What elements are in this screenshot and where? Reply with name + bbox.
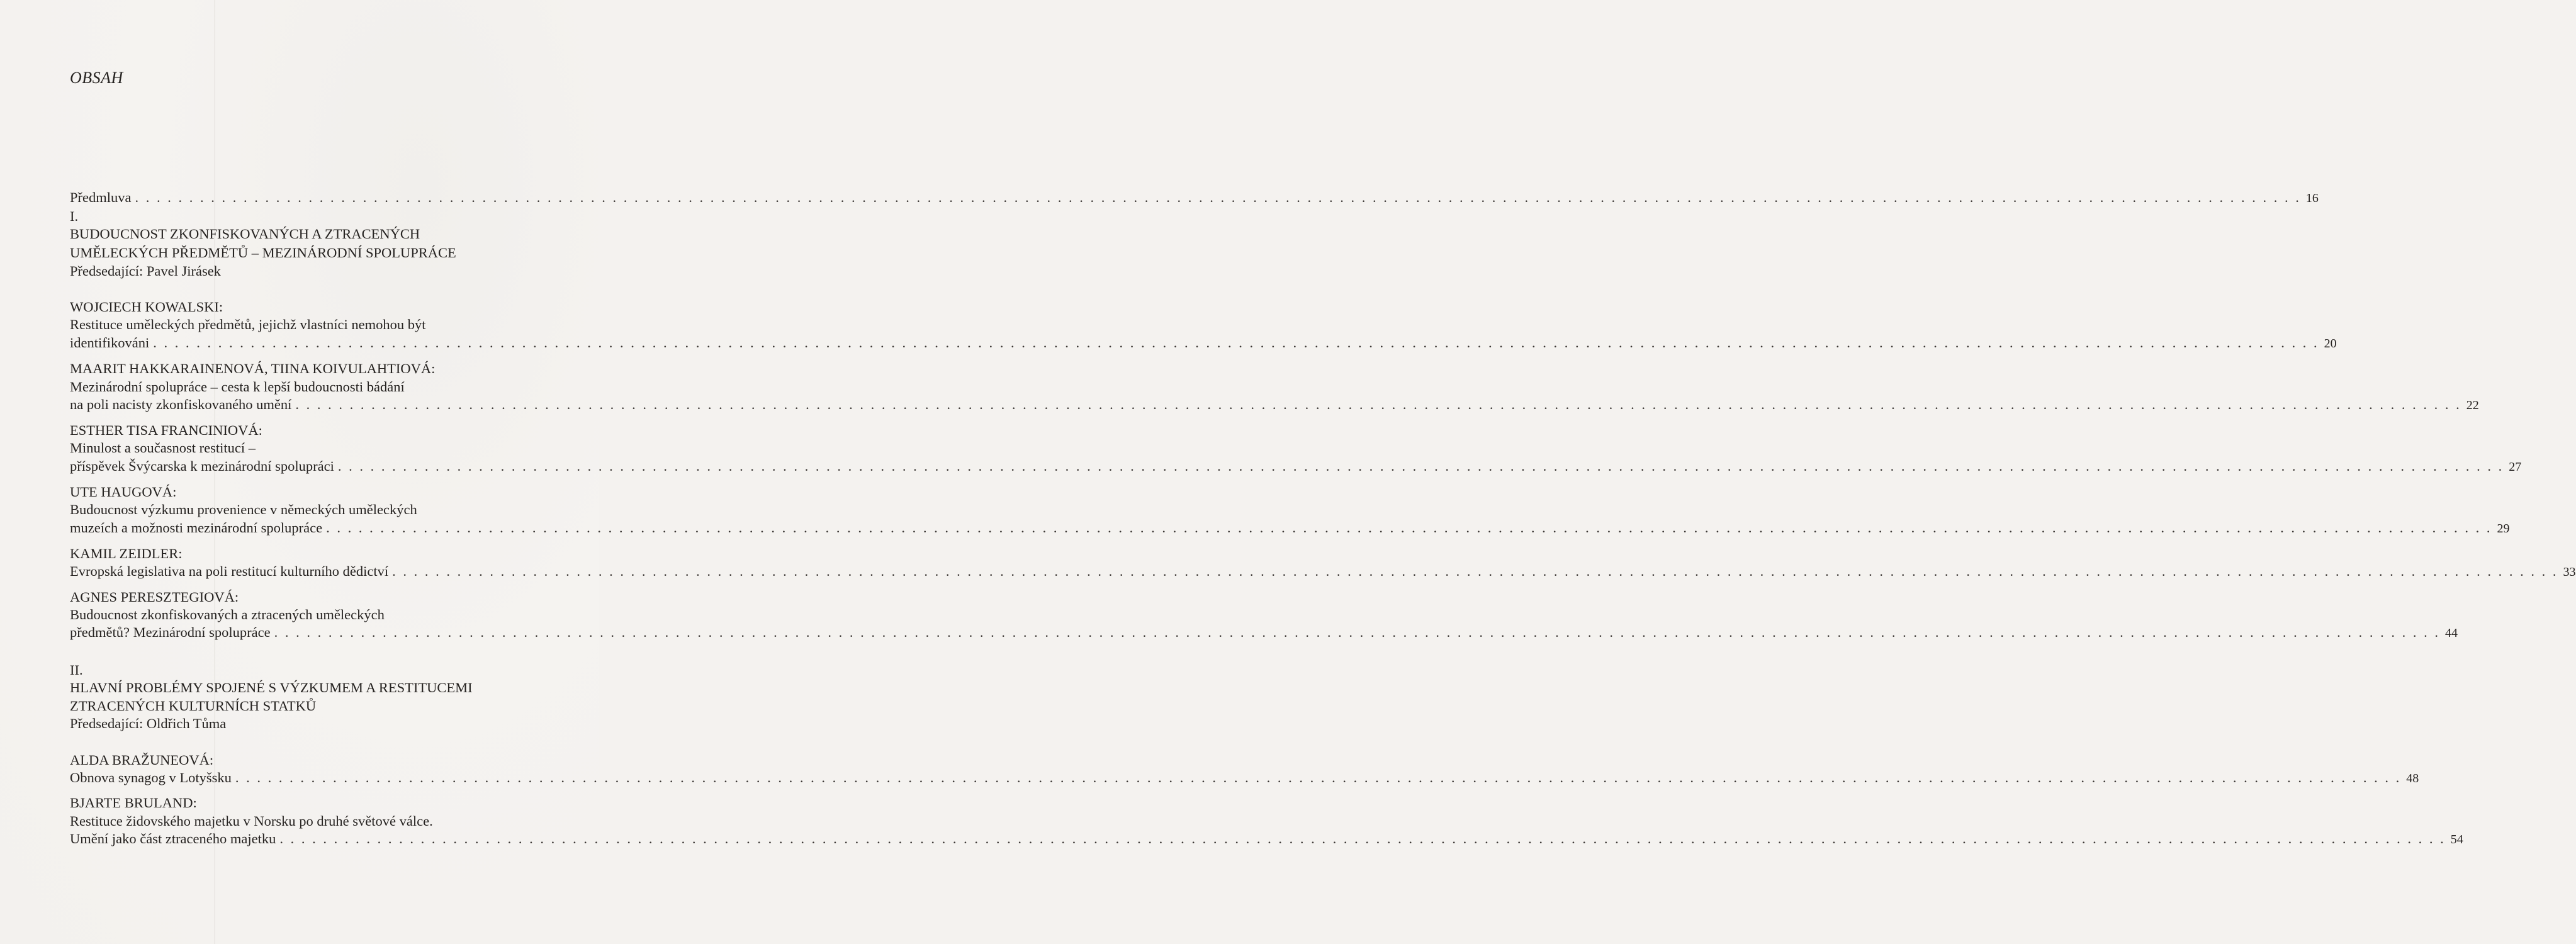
toc-entry [70, 519, 2510, 537]
toc-line [70, 262, 554, 280]
toc-line-text: předmětů? Mezinárodní spolupráce [70, 624, 271, 640]
toc-line-text: Minulost a současnost restitucí – [70, 440, 256, 456]
toc-line-text: na poli nacisty zkonfiskovaného umění [70, 396, 292, 412]
toc-line-text: příspěvek Švýcarska k mezinárodní spolupráci [70, 458, 334, 474]
toc-line [70, 225, 554, 243]
page-number: 54 [2450, 833, 2463, 846]
toc-line-text: UMĚLECKÝCH PŘEDMĚTŮ – MEZINÁRODNÍ SPOLUPRÁCE [70, 245, 456, 261]
toc-line-text: II. [70, 662, 83, 678]
toc-line-text: Předsedající: Pavel Jirásek [70, 263, 221, 279]
page-number: 33 [2563, 565, 2576, 579]
toc-line-text: Obnova synagog v Lotyšsku [70, 770, 232, 785]
toc-line-text: MAARIT HAKKARAINENOVÁ, TIINA KOIVULAHTIOVÁ: [70, 361, 436, 376]
toc-line-text: KAMIL ZEIDLER: [70, 546, 183, 561]
toc-line-text: Restituce uměleckých předmětů, jejichž vlastníci nemohou být [70, 317, 426, 332]
toc-line-text: Evropská legislativa na poli restitucí kulturního dědictví [70, 563, 389, 579]
dot-leader: . . . . . . . . . . . . . . . . . . . . . . . . . . . . . . . . . . . . . . . . . . . . . . . . . . . . . . . . . . . . . . . . . . . . . . . . . . . . . . . . . . . . . . . . . . . . . . . . . . . . . . . . . . . . . . . . . . . . . . . . . . . . . . . . . . . . . . . . . . . . . . . . . . . . . . . . . . . . . . . . . . . . . . . . . . . . . . . . . . . . . . . . . . . . . . . . . . . . . . . . [326, 520, 2492, 536]
toc-line [70, 794, 554, 812]
toc-line [70, 298, 554, 316]
toc-line-text: Předsedající: Oldřich Tůma [70, 716, 227, 731]
page-number: 29 [2497, 522, 2510, 536]
toc-line [70, 679, 554, 697]
page-number: 27 [2509, 460, 2522, 474]
dot-leader: . . . . . . . . . . . . . . . . . . . . . . . . . . . . . . . . . . . . . . . . . . . . . . . . . . . . . . . . . . . . . . . . . . . . . . . . . . . . . . . . . . . . . . . . . . . . . . . . . . . . . . . . . . . . . . . . . . . . . . . . . . . . . . . . . . . . . . . . . . . . . . . . . . . . . . . . . . . . . . . . . . . . . . . . . . . . . . . . . . . . . . . . . . . . . . . . . . . . . . . . [153, 335, 2319, 351]
toc-line-text: Mezinárodní spolupráce – cesta k lepší budoucnosti bádání [70, 379, 405, 395]
toc-line-text: WOJCIECH KOWALSKI: [70, 299, 223, 315]
toc-line [70, 812, 554, 830]
page-number: 44 [2445, 626, 2458, 640]
dot-leader: . . . . . . . . . . . . . . . . . . . . . . . . . . . . . . . . . . . . . . . . . . . . . . . . . . . . . . . . . . . . . . . . . . . . . . . . . . . . . . . . . . . . . . . . . . . . . . . . . . . . . . . . . . . . . . . . . . . . . . . . . . . . . . . . . . . . . . . . . . . . . . . . . . . . . . . . . . . . . . . . . . . . . . . . . . . . . . . . . . . . . . . . . . . . . . . . . . . . . . . . [295, 396, 2461, 412]
toc-line-text: Umění jako část ztraceného majetku [70, 831, 276, 846]
toc-line [70, 439, 554, 457]
dot-leader: . . . . . . . . . . . . . . . . . . . . . . . . . . . . . . . . . . . . . . . . . . . . . . . . . . . . . . . . . . . . . . . . . . . . . . . . . . . . . . . . . . . . . . . . . . . . . . . . . . . . . . . . . . . . . . . . . . . . . . . . . . . . . . . . . . . . . . . . . . . . . . . . . . . . . . . . . . . . . . . . . . . . . . . . . . . . . . . . . . . . . . . . . . . . . . . . . . . . . . . . [337, 458, 2504, 474]
toc-entry [70, 458, 2522, 476]
toc-line [70, 661, 554, 679]
dot-leader: . . . . . . . . . . . . . . . . . . . . . . . . . . . . . . . . . . . . . . . . . . . . . . . . . . . . . . . . . . . . . . . . . . . . . . . . . . . . . . . . . . . . . . . . . . . . . . . . . . . . . . . . . . . . . . . . . . . . . . . . . . . . . . . . . . . . . . . . . . . . . . . . . . . . . . . . . . . . . . . . . . . . . . . . . . . . . . . . . . . . . . . . . . . . . . . . . . . . . . . . [274, 624, 2441, 640]
toc-line-text: I. [70, 208, 79, 224]
dot-leader: . . . . . . . . . . . . . . . . . . . . . . . . . . . . . . . . . . . . . . . . . . . . . . . . . . . . . . . . . . . . . . . . . . . . . . . . . . . . . . . . . . . . . . . . . . . . . . . . . . . . . . . . . . . . . . . . . . . . . . . . . . . . . . . . . . . . . . . . . . . . . . . . . . . . . . . . . . . . . . . . . . . . . . . . . . . . . . . . . . . . . . . . . . . . . . . . . . . . . . . . [235, 770, 2402, 785]
toc-line [70, 697, 554, 715]
toc-entry [70, 396, 2479, 414]
dot-leader: . . . . . . . . . . . . . . . . . . . . . . . . . . . . . . . . . . . . . . . . . . . . . . . . . . . . . . . . . . . . . . . . . . . . . . . . . . . . . . . . . . . . . . . . . . . . . . . . . . . . . . . . . . . . . . . . . . . . . . . . . . . . . . . . . . . . . . . . . . . . . . . . . . . . . . . . . . . . . . . . . . . . . . . . . . . . . . . . . . . . . . . . . . . . . . . . . . . . . . . . [392, 563, 2558, 579]
toc-line [70, 751, 554, 769]
page-number: 16 [2305, 191, 2319, 205]
toc-line [70, 606, 554, 624]
toc-line-text: HLAVNÍ PROBLÉMY SPOJENÉ S VÝZKUMEM A RESTITUCEMI [70, 680, 473, 695]
toc-line [70, 501, 554, 519]
toc-line [70, 316, 554, 334]
toc-line-text: BUDOUCNOST ZKONFISKOVANÝCH A ZTRACENÝCH [70, 226, 420, 242]
toc-line [70, 422, 554, 439]
toc-entry [70, 830, 2463, 848]
dot-leader: . . . . . . . . . . . . . . . . . . . . . . . . . . . . . . . . . . . . . . . . . . . . . . . . . . . . . . . . . . . . . . . . . . . . . . . . . . . . . . . . . . . . . . . . . . . . . . . . . . . . . . . . . . . . . . . . . . . . . . . . . . . . . . . . . . . . . . . . . . . . . . . . . . . . . . . . . . . . . . . . . . . . . . . . . . . . . . . . . . . . . . . . . . . . . . . . . . . . . . . . [135, 189, 2301, 205]
toc-line-text: Restituce židovského majetku v Norsku po druhé světové válce. [70, 813, 433, 829]
toc-line-text: ALDA BRAŽUNEOVÁ: [70, 752, 214, 768]
page-title: OBSAH [70, 69, 123, 87]
toc-entry [70, 769, 2419, 787]
toc-line-text: ZTRACENÝCH KULTURNÍCH STATKŮ [70, 698, 317, 714]
toc-line [70, 378, 554, 396]
toc-line [70, 360, 554, 378]
toc-line [70, 715, 554, 733]
toc-line [70, 483, 554, 501]
toc-line-text: ESTHER TISA FRANCINIOVÁ: [70, 422, 262, 438]
toc-entry [70, 189, 2319, 207]
toc-entry [70, 624, 2458, 642]
dot-leader: . . . . . . . . . . . . . . . . . . . . . . . . . . . . . . . . . . . . . . . . . . . . . . . . . . . . . . . . . . . . . . . . . . . . . . . . . . . . . . . . . . . . . . . . . . . . . . . . . . . . . . . . . . . . . . . . . . . . . . . . . . . . . . . . . . . . . . . . . . . . . . . . . . . . . . . . . . . . . . . . . . . . . . . . . . . . . . . . . . . . . . . . . . . . . . . . . . . . . . . . [279, 831, 2446, 846]
toc-entry [70, 563, 2576, 581]
toc-line [70, 244, 554, 262]
toc-line-text: Budoucnost výzkumu provenience v německých uměleckých [70, 502, 417, 517]
toc-line-text: Budoucnost zkonfiskovaných a ztracených uměleckých [70, 607, 385, 622]
toc-line [70, 545, 554, 563]
toc-line-text: Předmluva [70, 189, 132, 205]
toc-line-text: AGNES PERESZTEGIOVÁ: [70, 589, 239, 605]
toc-line-text: UTE HAUGOVÁ: [70, 484, 177, 500]
toc-entry [70, 334, 2337, 352]
toc-line [70, 588, 554, 606]
toc-line-text: identifikováni [70, 335, 150, 351]
toc-line-text: muzeích a možnosti mezinárodní spolupráce [70, 520, 323, 536]
page-number: 48 [2406, 772, 2419, 785]
toc-line [70, 208, 554, 225]
page-number: 20 [2324, 337, 2337, 351]
page-number: 22 [2466, 398, 2479, 412]
toc-line-text: BJARTE BRULAND: [70, 795, 197, 811]
